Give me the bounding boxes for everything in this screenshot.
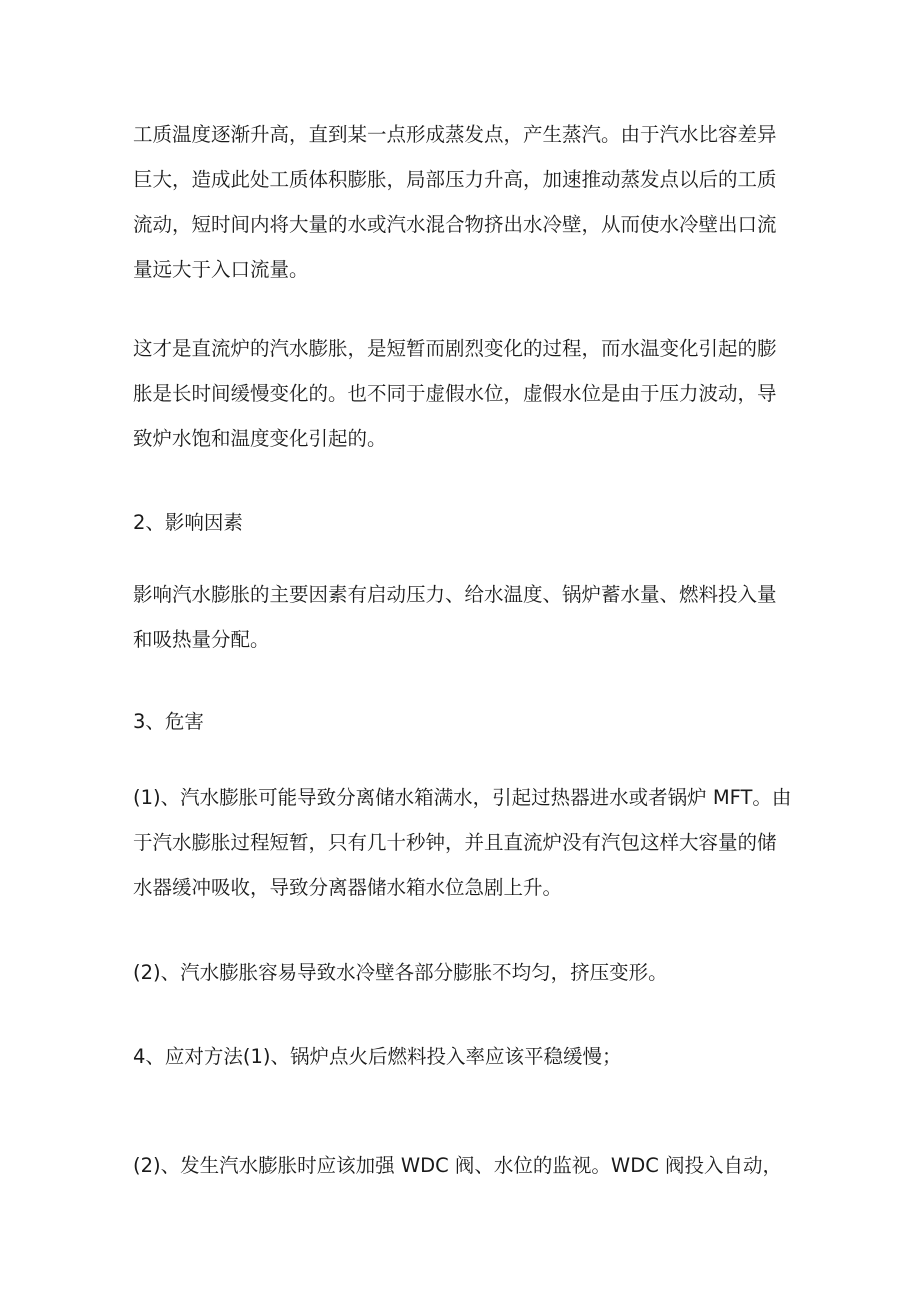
text-line: (2)、发生汽水膨胀时应该加强 WDC 阀、水位的监视。WDC 阀投入自动， bbox=[133, 1154, 783, 1177]
section-heading-influencing-factors bbox=[133, 500, 793, 545]
heading-text: 2、影响因素 bbox=[133, 511, 243, 534]
text-line: 量远大于入口流量。 bbox=[133, 258, 309, 281]
text-line: 水器缓冲吸收，导致分离器储水箱水位急剧上升。 bbox=[133, 876, 563, 899]
section-heading-countermeasures bbox=[133, 1034, 793, 1079]
text-line: 巨大，造成此处工质体积膨胀，局部压力升高，加速推动蒸发点以后的工质 bbox=[133, 168, 777, 191]
text-line: 流动，短时间内将大量的水或汽水混合物挤出水冷壁，从而使水冷壁出口流 bbox=[133, 213, 777, 236]
text-line: 工质温度逐渐升高，直到某一点形成蒸发点，产生蒸汽。由于汽水比容差异 bbox=[133, 123, 777, 146]
paragraph-countermeasure-2 bbox=[133, 1143, 793, 1188]
text-line: 致炉水饱和温度变化引起的。 bbox=[133, 427, 387, 450]
text-line: (1)、汽水膨胀可能导致分离储水箱满水，引起过热器进水或者锅炉 MFT。由 bbox=[133, 786, 792, 809]
text-line: 影响汽水膨胀的主要因素有启动压力、给水温度、锅炉蓄水量、燃料投入量 bbox=[133, 583, 777, 606]
heading-text: 4、应对方法(1)、锅炉点火后燃料投入率应该平稳缓慢； bbox=[133, 1045, 622, 1068]
text-line: 这才是直流炉的汽水膨胀，是短暂而剧烈变化的过程，而水温变化引起的膨 bbox=[133, 337, 777, 360]
paragraph-steam-expansion-process bbox=[133, 112, 793, 292]
heading-text: 3、危害 bbox=[133, 710, 204, 733]
text-line: (2)、汽水膨胀容易导致水冷壁各部分膨胀不均匀，挤压变形。 bbox=[133, 961, 668, 984]
text-line: 和吸热量分配。 bbox=[133, 628, 270, 651]
paragraph-hazard-1 bbox=[133, 775, 793, 910]
text-line: 胀是长时间缓慢变化的。也不同于虚假水位，虚假水位是由于压力波动，导 bbox=[133, 382, 777, 405]
text-line: 于汽水膨胀过程短暂，只有几十秒钟，并且直流炉没有汽包这样大容量的储 bbox=[133, 831, 777, 854]
paragraph-definition bbox=[133, 326, 793, 461]
paragraph-influencing-factors bbox=[133, 572, 793, 662]
section-heading-hazards bbox=[133, 699, 793, 744]
paragraph-hazard-2 bbox=[133, 950, 793, 995]
